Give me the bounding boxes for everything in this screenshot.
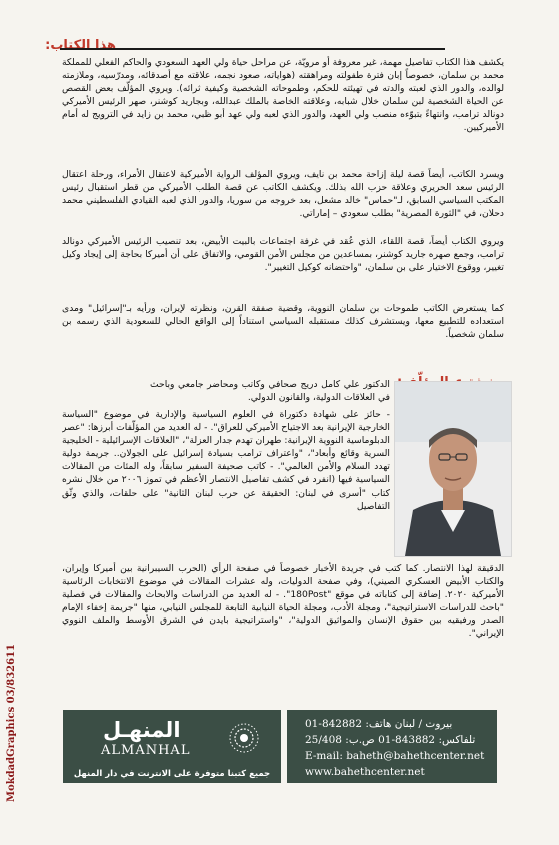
almanhal-logo-icon: [228, 722, 260, 754]
contact-phone: بيروت / لبنان هاتف: 842882-01: [305, 718, 453, 730]
contact-email[interactable]: E-mail: baheth@bahethcenter.net: [305, 750, 485, 762]
about-book-paragraph-2: ويسرد الكاتب، أيضاً قصة ليلة إزاحة محمد بن نايف، ويروي المؤلف الرواية الأميركية لاعتقال الأمراء، ورحلة اعتقال الرئيس سعد الحريري وعلاقة حزب الله بذلك. ويكشف الكاتب عن قصة الطلب الأميركي من قطر استقبال رئيس المكتب السياسي السابق، لـ"حماس" خالد مشعل، بعد خروجه من سوريا، والدور الذي لعبه القيادي الفلسطيني محمد دحلان، في "الثورة المصرية" بطلب سعودي – إماراتي.: [62, 169, 504, 220]
side-credit: MokdadGraphics 03/832611: [6, 644, 17, 802]
author-photo: [394, 381, 512, 557]
about-book-paragraph-3: ويروي الكتاب أيضاً، قصة اللقاء، الذي عُقد في غرفة اجتماعات بالبيت الأبيض، بعد تنصيب الرئيس الأميركي دونالد ترامب، وجمع صهره جاريد كوشنر، بمساعدين من مجلس الأمن القومي، والاتفاق على أن أميركا بحاجة إلى إيجاد وكيل تغيير، ووقوع الاختيار على بن سلمان، "واحتضانه كوكيل التغيير".: [62, 236, 504, 274]
publisher-logo-arabic: المنهـل: [103, 718, 181, 742]
about-book-paragraph-1: يكشف هذا الكتاب تفاصيل مهمة، غير معروفة أو مرويّة، عن مراحل حياة ولي العهد السعودي والحاكم الفعلي للمملكة محمد بن سلمان، خصوصاً إبان فترة طفولته ومراهقته (هواياته، صعود نجمه، علاقته مع أصدقائه، ومدرّسيه، وملازمته لوالده، والدور الذي لعبته والدته في تهيئته للحكم، وطموحاته الشخصية وكيفية ثرائه). ويروي المؤلّف بعض القصص عن الحياة الشخصية لبن سلمان خلال شبابه، وعلاقته الخاصة بالملك عبدالله، وبجاريد كوشنر، صهر الرئيس الأميركي دونالد ترامب، وانتهاءً بتبوّءه منصب ولي العهد، والدور الذي لعبه ولي عهد أبو ظبي، محمد بن زايد في الترويج له أمام الأميركيين.: [62, 57, 504, 134]
publisher-tagline: جميع كتبنا متوفرة على الانترنت في دار المنهل: [73, 769, 271, 779]
publisher-box: [63, 710, 281, 783]
contact-fax-pobox: تلفاكس: 843882-01 ص.ب: 25/408: [305, 734, 476, 746]
about-author-paragraph-bottom: الدقيقة لهذا الانتصار. كما كتب في جريدة الأخبار خصوصاً في صفحة الرأي (الحرب السيبرانية بين أميركا وإيران، والكتاب الأبيض العسكري الصيني)، وفي صفحة الدوليات، وله عشرات المقالات في موضوع الانتخابات الرئاسية الأميركية ٢٠٢٠. إضافة إلى كتاباته في موقع "180Post". - له العديد من الدراسات والابحاث والمقالات في فصلية "باحث للدراسات الاستراتيجية"، ومجلة الأدب، ومجلة الحياة النيابية التابعة للمجلس النيابي، منها "جريمة إخفاء الإمام الصدر ورفيقيه بين حقوق الإنسان والمواثيق الدولية"، "واستراتيجية بايدن في الشرق الأوسط والملف النووي الإيراني".: [62, 563, 504, 640]
contact-box: [287, 710, 497, 783]
contact-website[interactable]: www.bahethcenter.net: [305, 766, 425, 778]
about-author-paragraph-top: الدكتور علي كامل دريج صحافي وكاتب ومحاضر جامعي وباحث في العلاقات الدولية، والقانون الدولي.: [150, 379, 390, 404]
author-portrait-icon: [395, 382, 511, 556]
about-book-rule: [60, 48, 445, 50]
about-book-paragraph-4: كما يستعرض الكاتب طموحات بن سلمان النووية، وقضية صفقة القرن، ونظرته لإيران، ورأيه بـ"إسرائيل" ومدى استعداده للتطبيع معها، ويستشرف كذلك مستقبله السياسي استناداً إلى الواقع الحالي للسعودية الذي رسمه بن سلمان شخصياً.: [62, 303, 504, 341]
about-book-title: هذا الكتاب:: [45, 38, 116, 53]
contact-info: [305, 716, 484, 780]
about-author-paragraph-mid: - حائز على شهادة دكتوراة في العلوم السياسية والإدارية في موضوع "السياسة الخارجية الإيرانية بعد الاجتياح الأميركي للعراق". - له العديد من المؤلّفات أبرزها: "عصر الدبلوماسية النووية الإيرانية: طهران تهدم جدار العزلة"، "العلاقات الإسرائيلية - الخليجية السرية وقائع وأبعاد"، "واعتراف ترامب بسيادة إسرائيل على الجولان.. جريمة دولية تهدد السلام والأمن العالمي". - كاتب صحيفة السفير سابقاً، وله المئات من المقالات السياسية فيها (انفرد في كشف تفاصيل الانتصار الأعظم في تموز ٢٠٠٦ من خلال نشره كتاب "أسرى في لبنان: الحقيقة عن حرب لبنان الثانية" على حلقات، والذي وثّق التفاصيل: [62, 409, 390, 512]
publisher-logo-english: ALMANHAL: [101, 743, 191, 758]
